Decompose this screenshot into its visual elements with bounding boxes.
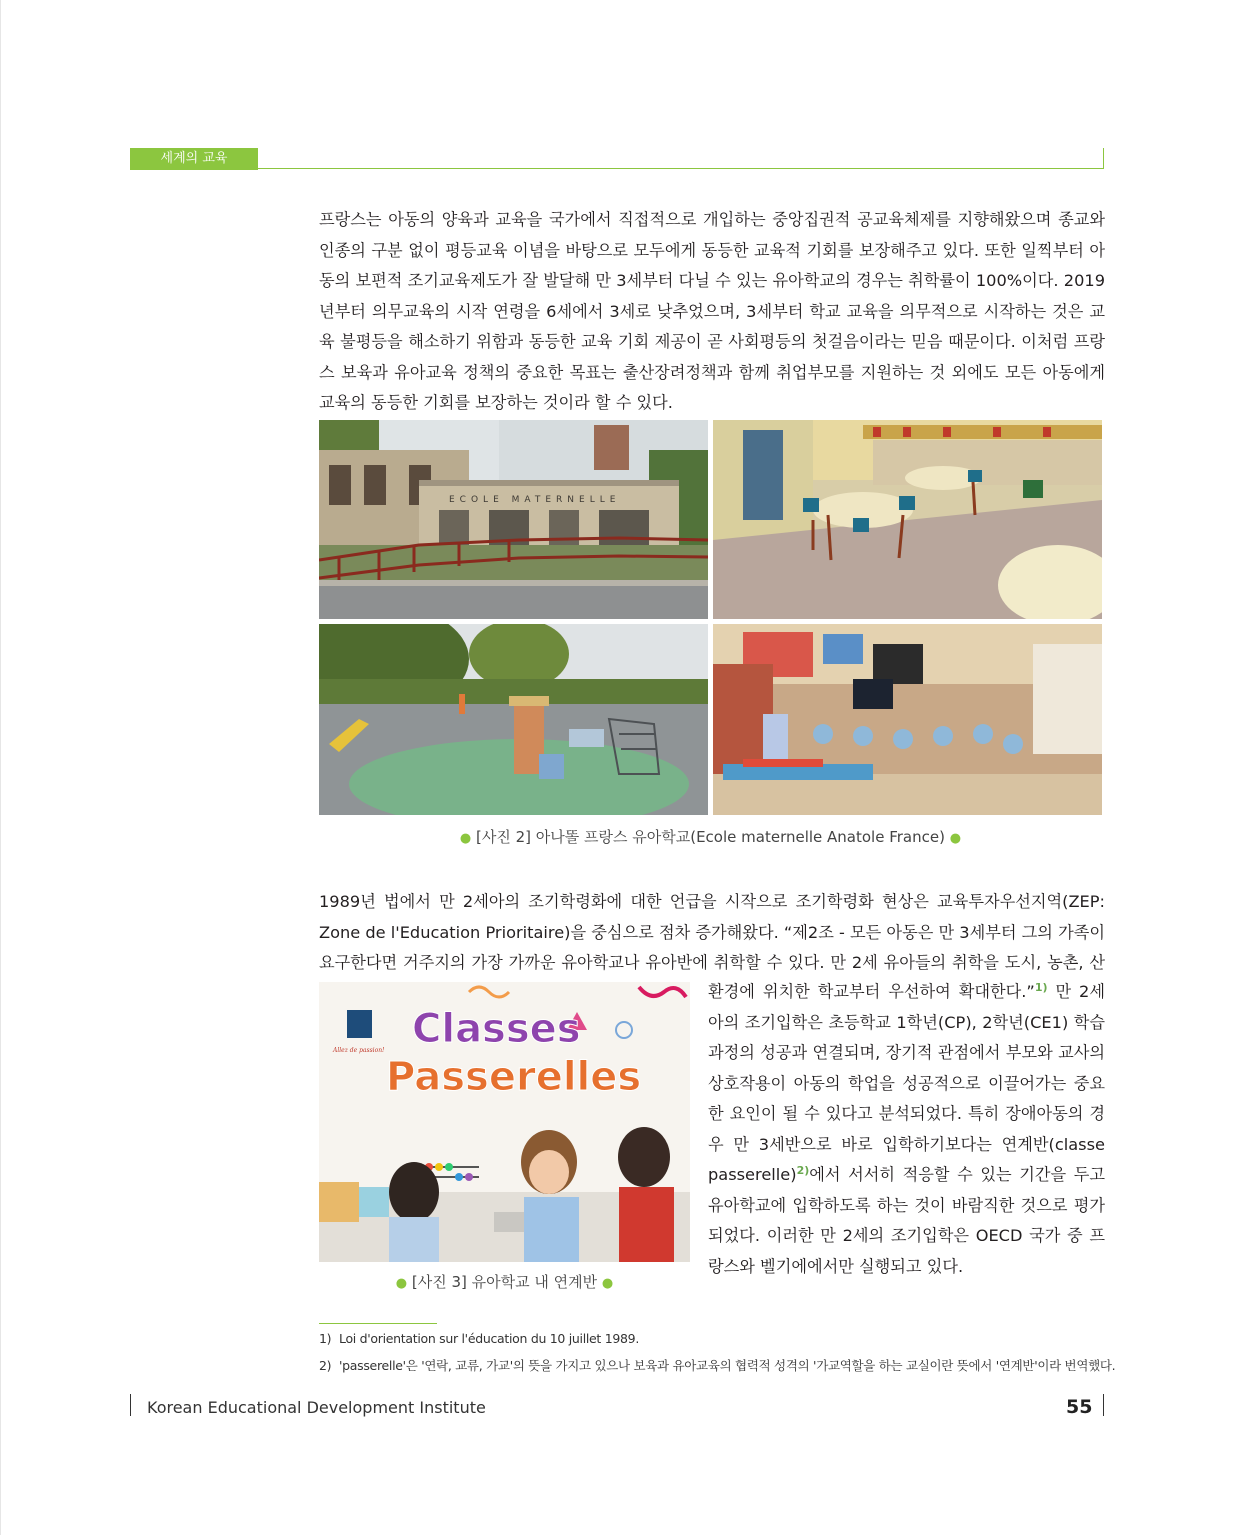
header-rule (258, 168, 1104, 169)
header-tick (1103, 148, 1104, 169)
footnote-number: 2) (319, 1358, 332, 1373)
passerelles-title-line1: Classes (412, 1006, 581, 1052)
photo-playground (319, 624, 708, 815)
logo-script: Allez de passion! (333, 1047, 385, 1054)
caption-text: [사진 3] 유아학교 내 연계반 (411, 1273, 598, 1291)
footnote-text: Loi d'orientation sur l'éducation du 10 juillet 1989. (339, 1331, 639, 1346)
paragraph-text: 1989년 법에서 만 2세아의 조기학령화에 대한 언급을 시작으로 조기학령화 현상은 교육투자우선지역(ZEP: Zone de l'Education Prioritaire)을 중심으로 점차 증가해왔다. “제2조 - 모든 아동은 만 3세부터 그의 가족이 요구한다면 거주지의 가장 가까운 유아학교나 유아반에 취학할 수 있다. 만 2세 유아들의 취학을 도시, 농촌, 산 (319, 892, 1105, 972)
body-paragraph-3 (708, 977, 1105, 1282)
page-number: 55 (1066, 1396, 1093, 1418)
footnote-ref-1[interactable]: 1) (1034, 981, 1048, 994)
photo-school-building (319, 420, 708, 619)
paragraph-text-part: 에서 서서히 적응할 수 있는 기간을 두고 유아학교에 입학하도록 하는 것이 바람직한 것으로 평가되었다. 이러한 만 2세의 조기입학은 OECD 국가 중 프랑스와 벨기에에서만 실행되고 있다. (708, 1165, 1105, 1276)
footnote-text: 'passerelle'은 '연락, 교류, 가교'의 뜻을 가지고 있으나 보육과 유아교육의 협력적 성격의 '가교역할을 하는 교실이란 뜻에서 '연계반'이라 번역했다. (339, 1358, 1116, 1373)
photo-children-in-class (713, 624, 1102, 815)
body-paragraph-1 (319, 205, 1105, 419)
caption-text: [사진 2] 아나똘 프랑스 유아학교(Ecole maternelle Anatole France) (476, 828, 945, 846)
photo-caption-3 (319, 1271, 690, 1292)
footnote-2 (319, 1356, 1115, 1374)
school-sign-text: ECOLE MATERNELLE (449, 495, 621, 505)
photo-caption-2 (319, 826, 1102, 847)
footnote-rule (319, 1323, 437, 1324)
photo-classroom (713, 420, 1102, 619)
footer-organization: Korean Educational Development Institute (147, 1398, 486, 1417)
passerelles-title-line2: Passerelles (386, 1054, 642, 1100)
bullet-dot-icon: ● (601, 1276, 614, 1291)
paragraph-text: 프랑스는 아동의 양육과 교육을 국가에서 직접적으로 개입하는 중앙집권적 공교육체제를 지향해왔으며 종교와 인종의 구분 없이 평등교육 이념을 바탕으로 모두에게 동등한 교육적 기회를 보장해주고 있다. 또한 일찍부터 아동의 보편적 조기교육제도가 잘 발달해 만 3세부터 다닐 수 있는 유아학교의 경우는 취학률이 100%이다. 2019년부터 의무교육의 시작 연령을 6세에서 3세로 낮추었으며, 3세부터 학교 교육을 의무적으로 시작하는 것은 교육 불평등을 해소하기 위함과 동등한 교육 기회 제공이 곧 사회평등의 첫걸음이라는 믿음 때문이다. 이처럼 프랑스 보육과 유아교육 정책의 중요한 목표는 출산장려정책과 함께 취업부모를 지원하는 것 외에도 모든 아동에게 교육의 동등한 기회를 보장하는 것이라 할 수 있다. (319, 210, 1105, 412)
section-tag: 세계의 교육 (130, 148, 258, 170)
page-edge (0, 0, 1, 1535)
footnote-number: 1) (319, 1331, 332, 1346)
photo-classes-passerelles (319, 982, 690, 1262)
bullet-dot-icon: ● (949, 831, 962, 846)
footnote-ref-2[interactable]: 2) (796, 1164, 810, 1177)
paragraph-text-part: 만 2세 아의 조기입학은 초등학교 1학년(CP), 2학년(CE1) 학습 과정의 성공과 연결되며, 장기적 관점에서 부모와 교사의 상호작용이 아동의 학업을 성공적으로 이끌어가는 중요한 요인이 될 수 있다고 분석되었다. 특히 장애아동의 경우 만 3세반으로 바로 입학하기보다는 연계반(classe passerelle) (708, 982, 1105, 1184)
bullet-dot-icon: ● (459, 831, 472, 846)
footer-tick-right (1103, 1394, 1104, 1416)
paragraph-text-part: 환경에 위치한 학교부터 우선하여 확대한다.” (708, 982, 1035, 1001)
paragraph-text (708, 977, 1105, 1282)
bullet-dot-icon: ● (395, 1276, 408, 1291)
footnote-1 (319, 1331, 639, 1346)
footer-tick-left (130, 1394, 131, 1416)
